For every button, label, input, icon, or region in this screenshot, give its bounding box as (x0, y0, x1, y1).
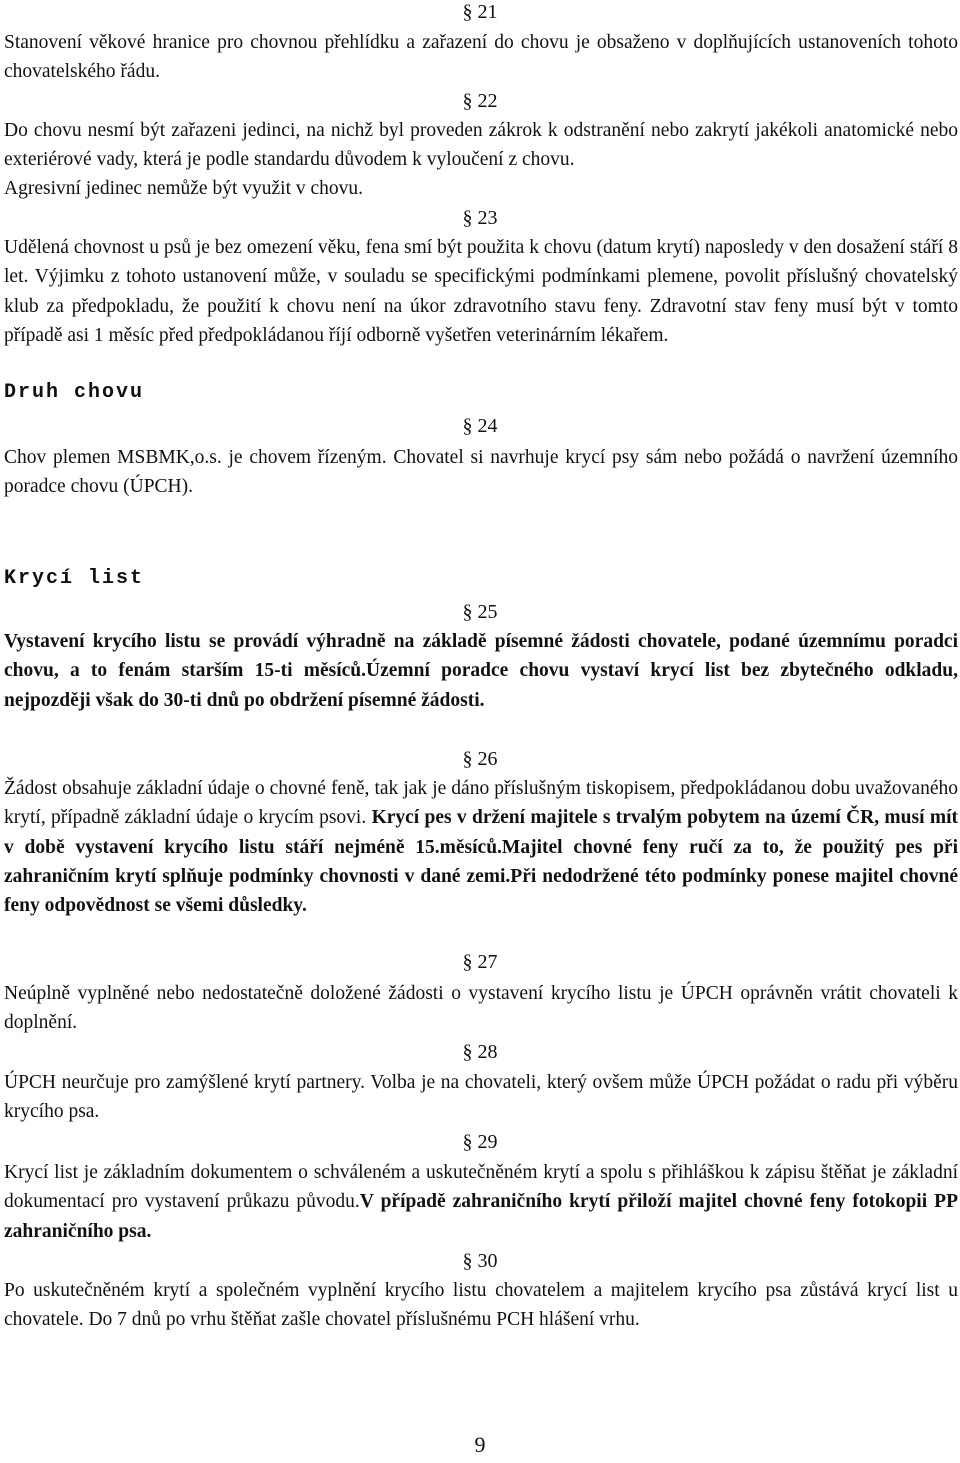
section-30-text: Po uskutečněném krytí a společném vyplnění krycího listu chovatelem a majitelem krycího psa zůstává krycí list u chovatele. Do 7 dnů po vrhu štěňat zašle chovatel příslušnému PCH hlášení vrhu. (4, 1280, 958, 1331)
section-25-text: Vystavení krycího listu se provádí výhradně na základě písemné žádosti chovatele, podané územnímu poradci chovu, a to fenám starším 15-ti měsíců.Územní poradce chovu vystaví krycí list bez zbytečného odkladu, nejpozději však do 30-ti dnů po obdržení písemné žádosti. (4, 631, 958, 711)
section-21-text: Stanovení věkové hranice pro chovnou přehlídku a zařazení do chovu je obsaženo v doplňujících ustanoveních tohoto chovatelského řádu. (4, 32, 958, 83)
section-28-label: § 28 (462, 1041, 498, 1063)
section-29-label: § 29 (462, 1131, 498, 1153)
section-23-text: Udělená chovnost u psů je bez omezení věku, fena smí být použita k chovu (datum krytí) naposledy v den dosažení stáří 8 let. Výjimku z tohoto ustanovení může, v souladu se specifickými podmínkami plemene, povolit příslušný chovatelský klub za předpokladu, že použití k chovu není na úkor zdravotního stavu feny. Zdravotní stav feny musí být v tomto případě asi 1 měsíc před předpokládanou říjí odborně vyšetřen veterinárním lékařem. (4, 237, 958, 346)
heading-kryci-list: Krycí list (4, 567, 145, 590)
page-number: 9 (474, 1432, 486, 1457)
section-23-label: § 23 (462, 207, 498, 229)
section-30-label: § 30 (462, 1250, 498, 1272)
section-22-text: Do chovu nesmí být zařazeni jedinci, na nichž byl proveden zákrok k odstranění nebo zakrytí jakékoli anatomické nebo exteriérové vady, která je podle standardu důvodem k vyloučení z chovu. (4, 120, 958, 171)
heading-druh-chovu: Druh chovu (4, 381, 145, 404)
section-27-label: § 27 (462, 951, 498, 973)
section-26-text-normal: Žádost obsahuje základní údaje o chovné feně, tak jak je dáno příslušným tiskopisem, předpokládanou dobu uvažovaného krytí, případně základní údaje o krycím psovi. (4, 778, 958, 829)
section-27-text: Neúplně vyplněné nebo nedostatečně doložené žádosti o vystavení krycího listu je ÚPCH oprávněn vrátit chovateli k doplnění. (4, 983, 958, 1034)
section-28-text: ÚPCH neurčuje pro zamýšlené krytí partnery. Volba je na chovateli, který ovšem může ÚPCH požádat o radu při výběru krycího psa. (4, 1072, 958, 1123)
section-26-label: § 26 (462, 748, 498, 770)
section-22-label: § 22 (462, 90, 498, 112)
section-29-text-bold: V případě zahraničního krytí přiloží majitel chovné feny fotokopii PP zahraničního psa. (4, 1191, 959, 1242)
section-22-text-2: Agresivní jedinec nemůže být využit v chovu. (4, 178, 364, 199)
section-26-text-bold: Krycí pes v držení majitele s trvalým pobytem na území ČR, musí mít v době vystavení krycího listu stáří nejméně 15.měsíců.Majitel chovné feny ručí za to, že použitý pes při zahraničním krytí splňuje podmínky chovnosti v dané zemi.Při nedodržené této podmínky ponese majitel chovné feny odpovědnost se všemi důsledky. (4, 807, 958, 917)
section-26-text (4, 774, 958, 920)
section-24-label: § 24 (462, 415, 498, 437)
section-25-label: § 25 (462, 601, 498, 623)
section-29-text-normal: Krycí list je základním dokumentem o schváleném a uskutečněném krytí a spolu s přihláškou k zápisu štěňat je základní dokumentací pro vystavení průkazu původu. (4, 1162, 958, 1213)
section-24-text: Chov plemen MSBMK,o.s. je chovem řízeným. Chovatel si navrhuje krycí psy sám nebo požádá o navržení územního poradce chovu (ÚPCH). (4, 447, 958, 498)
section-21-label: § 21 (462, 1, 498, 23)
section-29-text (4, 1158, 958, 1246)
